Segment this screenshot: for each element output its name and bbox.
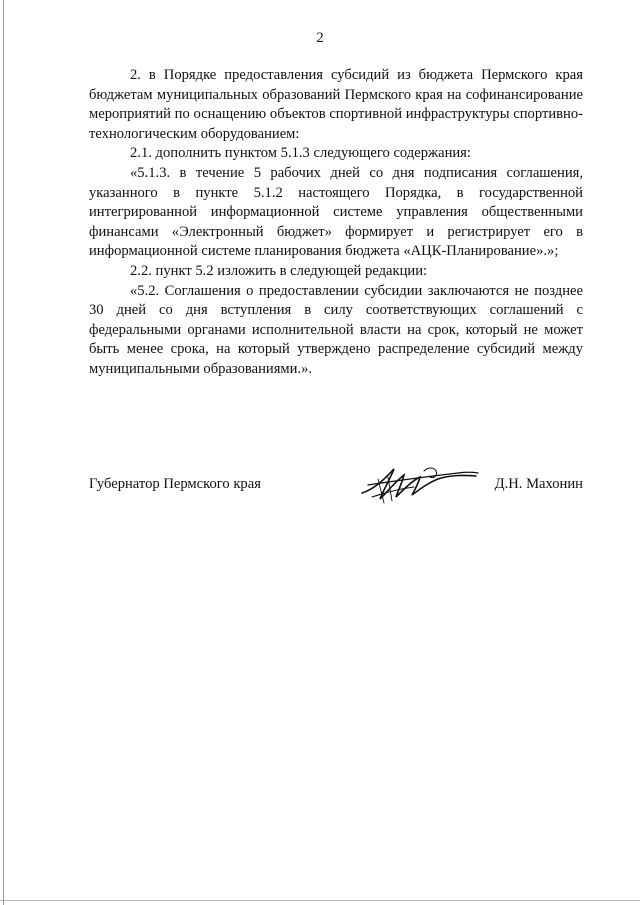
paragraph-item-2: 2. в Порядке предоставления субсидий из бюджета Пермского края бюджетам муниципальных образований Пермского края на софинансирование мероприятий по оснащению объектов спортивной инфраструктуры спортивно-технологическим оборудованием: [89,67,583,142]
paragraph-item-2-2: 2.2. пункт 5.2 изложить в следующей редакции: [130,262,428,279]
handwritten-signature [354,463,484,505]
paragraph-item-2-1: 2.1. дополнить пунктом 5.1.3 следующего содержания: [130,145,471,162]
paragraph-clause-5-1-3: «5.1.3. в течение 5 рабочих дней со дня подписания соглашения, указанного в пункте 5.1.2 настоящего Порядка, в государственной интегрированной информационной системе управления общественными финансами «Электронный бюджет» формирует и регистрирует его в информационной системе планирования бюджета «АЦК-Планирование».»; [89,164,583,260]
paragraph-clause-5-2: «5.2. Соглашения о предоставлении субсидии заключаются не позднее 30 дней со дня вступления в силу соответствующих соглашений с федеральными органами исполнительной власти на срок, который не может быть менее срока, на который утверждено распределение субсидий между муниципальными образованиями.». [89,282,583,377]
scan-edge-left [3,0,4,905]
signature-block [89,473,583,503]
scan-edge-bottom [0,900,640,901]
page-number: 2 [316,30,324,46]
signatory-name: Д.Н. Махонин [494,476,583,492]
signatory-title: Губернатор Пермского края [89,476,261,492]
document-body [89,66,583,380]
